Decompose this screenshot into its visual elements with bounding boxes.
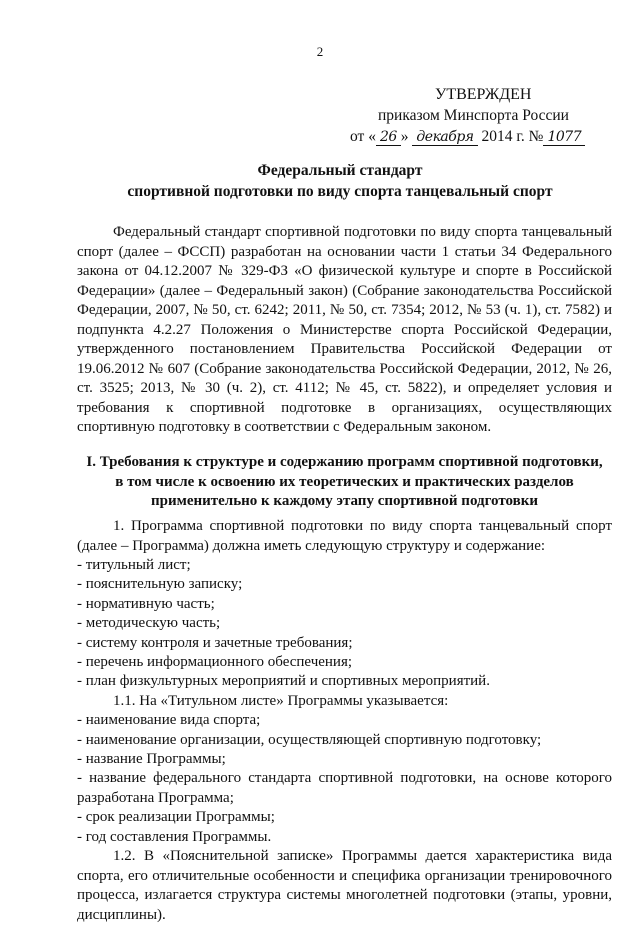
point-1-1: 1.1. На «Титульном листе» Программы указывается: bbox=[113, 692, 449, 709]
document-title bbox=[80, 160, 600, 202]
point-1-2: 1.2. В «Пояснительной записке» Программы дается характеристика вида спорта, его отличительные особенности и специфика организации тренировочного процесса, излагается структура системы многолетней подготовки (этапы, уровни, дисциплины). bbox=[77, 848, 612, 923]
section-heading-line-1: I. Требования к структуре и содержанию программ спортивной подготовки, bbox=[86, 454, 603, 470]
point-1: 1. Программа спортивной подготовки по виду спорта танцевальный спорт (далее – Программа) должна иметь следующую структуру и содержание: bbox=[77, 518, 612, 554]
list-item: - название федерального стандарта спортивной подготовки, на основе которого разработана Программа; bbox=[77, 770, 612, 806]
approval-date-line bbox=[350, 126, 620, 148]
handwritten-month: декабря bbox=[412, 129, 477, 146]
section-heading-line-2: в том числе к освоению их теоретических и практических разделов bbox=[115, 473, 574, 490]
page-number: 2 bbox=[316, 44, 324, 59]
date-mid: » bbox=[400, 128, 409, 145]
structure-list bbox=[77, 556, 612, 692]
approval-block bbox=[350, 84, 620, 148]
requirements-section bbox=[77, 517, 612, 925]
list-item: - наименование организации, осуществляющей спортивную подготовку; bbox=[77, 731, 542, 748]
list-item: - наименование вида спорта; bbox=[77, 712, 261, 729]
section-heading-line-3: применительно к каждому этапу спортивной подготовки bbox=[150, 493, 539, 509]
title-line-1: Федеральный стандарт bbox=[257, 162, 423, 179]
title-page-list bbox=[77, 711, 612, 847]
title-line-2: спортивной подготовки по виду спорта танцевальный спорт bbox=[127, 183, 553, 200]
list-item: - систему контроля и зачетные требования; bbox=[77, 634, 353, 651]
list-item: - название Программы; bbox=[77, 751, 226, 768]
year-text: 2014 г. № bbox=[481, 128, 544, 145]
approval-heading: УТВЕРЖДЕН bbox=[435, 86, 532, 103]
intro-paragraph: Федеральный стандарт спортивной подготовки по виду спорта танцевальный спорт (далее – ФССП) разработан на основании части 1 статьи 34 Федерального закона от 04.12.2007 № 329-ФЗ «О физической культуре и спорте в Российской Федерации» (далее – Федеральный закон) (Собрание законодательства Российской Федерации, 2007, № 50, ст. 6242; 2011, № 50, ст. 7354; 2012, № 53 (ч. 1), ст. 7582) и подпункта 4.2.27 Положения о Министерстве спорта Российской Федерации, утвержденного постановлением Правительства Российской Федерации от 19.06.2012 № 607 (Собрание законодательства Российской Федерации, 2012, № 26, ст. 3525; 2013, № 30 (ч. 2), ст. 4112; № 45, ст. 5822), и определяет условия и требования к спортивной подготовке в организациях, осуществляющих спортивную подготовку в соответствии с Федеральным законом. bbox=[77, 224, 612, 435]
list-item: - титульный лист; bbox=[77, 557, 191, 573]
list-item: - пояснительную записку; bbox=[77, 576, 243, 593]
list-item: - год составления Программы. bbox=[77, 828, 272, 845]
handwritten-order-number: 1077 bbox=[543, 129, 585, 146]
section-heading bbox=[77, 453, 612, 512]
list-item: - срок реализации Программы; bbox=[77, 809, 275, 826]
date-prefix: от « bbox=[350, 128, 376, 145]
list-item: - нормативную часть; bbox=[77, 595, 215, 612]
intro-section bbox=[77, 223, 612, 438]
list-item: - методическую часть; bbox=[77, 615, 221, 632]
list-item: - перечень информационного обеспечения; bbox=[77, 654, 353, 671]
approval-order: приказом Минспорта России bbox=[378, 107, 569, 124]
list-item: - план физкультурных мероприятий и спортивных мероприятий. bbox=[77, 673, 490, 690]
handwritten-day: 26 bbox=[376, 129, 401, 146]
